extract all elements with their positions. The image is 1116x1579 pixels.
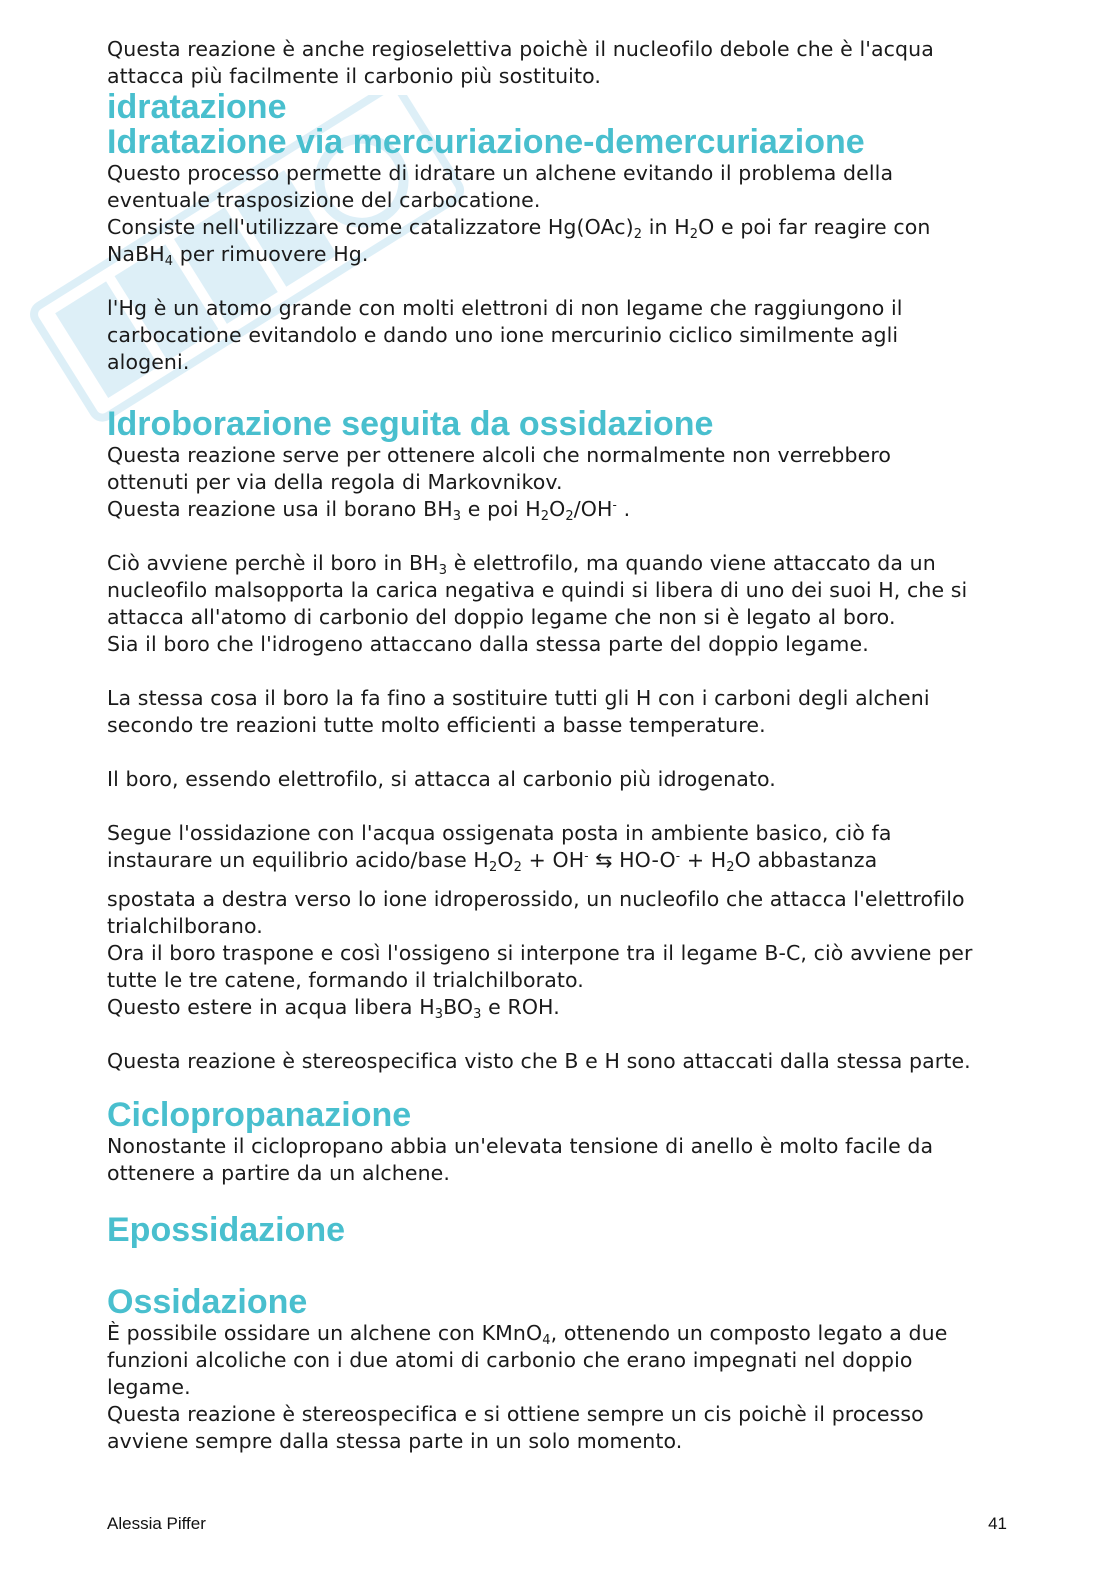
paragraph-idroborazione-1: Questa reazione serve per ottenere alcoli che normalmente non verrebbero ottenuti per via della regola di Markovnikov. Questa reazione usa il borano $BH_3$ e poi $H_2O_2/OH^-$ . [107, 443, 892, 524]
paragraph-idroborazione-3: La stessa cosa il boro la fa fino a sostituire tutti gli H con i carboni degli alcheni secondo tre reazioni tutte molto efficienti a basse temperature. [107, 686, 930, 737]
heading-ossidazione: Ossidazione [107, 1283, 308, 1321]
page-footer [107, 1514, 1007, 1534]
paragraph-ciclopropanazione: Nonostante il ciclopropano abbia un'elevata tensione di anello è molto facile da ottenere a partire da un alchene. [107, 1134, 934, 1185]
heading-idroborazione: Idroborazione seguita da ossidazione [107, 405, 714, 443]
paragraph-idroborazione-2: Ciò avviene perchè il boro in $BH_3$ è elettrofilo, ma quando viene attaccato da un nucleofilo malsopporta la carica negativa e quindi si libera di uno dei suoi H, che si attacca all'atomo di carbonio del doppio legame che non si è legato al boro. Sia il boro che l'idrogeno attaccano dalla stessa parte del doppio legame. [107, 551, 968, 656]
paragraph-ossidazione: È possibile ossidare un alchene con KMnO$_4$, ottenendo un composto legato a due funzioni alcoliche con i due atomi di carbonio che erano impegnati nel doppio legame. Questa reazione è stereospecifica e si ottiene sempre un cis poichè il processo avviene sempre dalla stessa parte in un solo momento. [107, 1321, 948, 1453]
heading-mercuriazione: Idratazione via mercuriazione-demercuriazione [107, 123, 865, 161]
heading-idratazione: idratazione [107, 88, 287, 126]
heading-epossidazione: Epossidazione [107, 1211, 346, 1249]
equilibrium-arrow: ⇆ [588, 848, 620, 872]
paragraph-idroborazione-6: Questa reazione è stereospecifica visto che B e H sono attaccati dalla stessa parte. [107, 1049, 971, 1073]
intro-paragraph: Questa reazione è anche regioselettiva poichè il nucleofilo debole che è l'acqua attacca più facilmente il carbonio più sostituito. [107, 37, 934, 88]
paragraph-idroborazione-5: Segue l'ossidazione con l'acqua ossigenata posta in ambiente basico, ciò fa instaurare un equilibrio acido/base $H_2O_2 + OH^-$ ⇆ $HO-O^- + H_2O$ abbastanza spostata a destra verso lo ione idroperossido, un nucleofilo che attacca l'elettrofilo trialchilborano. Ora il boro traspone e così l'ossigeno si interpone tra il legame B-C, ciò avviene per tutte le tre catene, formando il trialchilborato. Questo estere in acqua libera $H_3BO_3$ e ROH. [107, 821, 973, 1022]
heading-ciclopropanazione: Ciclopropanazione [107, 1096, 412, 1134]
footer-author: Alessia Piffer [107, 1514, 206, 1533]
paragraph-mercuriazione-2: l'Hg è un atomo grande con molti elettroni di non legame che raggiungono il carbocatione evitandolo e dando uno ione mercurinio ciclico similmente agli alogeni. [107, 296, 903, 374]
page-content [107, 36, 1007, 1455]
paragraph-idroborazione-4: Il boro, essendo elettrofilo, si attacca al carbonio più idrogenato. [107, 767, 776, 791]
page-number: 41 [988, 1514, 1007, 1533]
paragraph-mercuriazione-1: Questo processo permette di idratare un alchene evitando il problema della eventuale trasposizione del carbocatione. Consiste nell'utilizzare come catalizzatore $Hg(OAc)_2$ in $H_2O$ e poi far reagire con NaBH$_4$ per rimuovere Hg. [107, 161, 931, 269]
